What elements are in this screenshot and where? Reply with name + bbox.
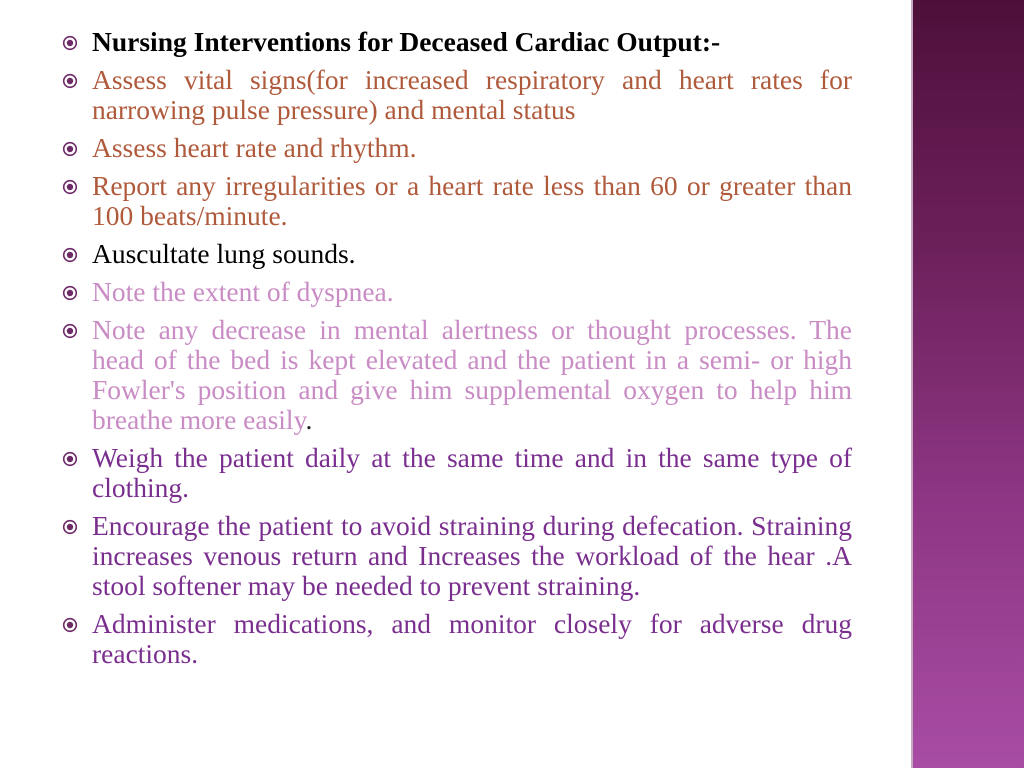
bullet-item xyxy=(60,27,852,57)
bullet-text: Weigh the patient daily at the same time and in the same type of clothing. xyxy=(92,442,852,503)
bullet-text: Encourage the patient to avoid straining during defecation. Straining increases venous return and Increases the workload of the hear .A stool softener may be needed to prevent straining. xyxy=(92,510,852,601)
bullet-text: Note the extent of dyspnea. xyxy=(92,276,394,307)
bullet-item xyxy=(60,277,852,307)
bullet-item xyxy=(60,65,852,125)
circle-bullet-icon xyxy=(62,285,78,301)
bullet-text: Note any decrease in mental alertness or thought processes. The head of the bed is kept elevated and the patient in a semi- or high Fowler's position and give him supplemental oxygen to help him breathe more easily xyxy=(92,314,852,435)
circle-bullet-icon xyxy=(62,323,78,339)
circle-bullet-icon xyxy=(62,141,78,157)
bullet-trailing-punctuation: . xyxy=(305,404,313,435)
bullet-item xyxy=(60,609,852,669)
bullet-text: Report any irregularities or a heart rate less than 60 or greater than 100 beats/minute. xyxy=(92,170,852,231)
circle-bullet-icon xyxy=(62,519,78,535)
bullet-text: Administer medications, and monitor closely for adverse drug reactions. xyxy=(92,608,852,669)
decorative-side-bar xyxy=(911,0,1024,768)
bullet-item xyxy=(60,443,852,503)
bullet-text: Nursing Interventions for Deceased Cardiac Output:- xyxy=(92,26,721,57)
bullet-text: Assess vital signs(for increased respiratory and heart rates for narrowing pulse pressure) and mental status xyxy=(92,64,852,125)
circle-bullet-icon xyxy=(62,73,78,89)
bullet-list xyxy=(60,27,852,669)
circle-bullet-icon xyxy=(62,617,78,633)
bullet-item xyxy=(60,171,852,231)
bullet-item xyxy=(60,133,852,163)
bullet-item xyxy=(60,511,852,601)
slide-content xyxy=(60,27,852,677)
bullet-item xyxy=(60,239,852,269)
circle-bullet-icon xyxy=(62,179,78,195)
circle-bullet-icon xyxy=(62,35,78,51)
bullet-item xyxy=(60,315,852,435)
circle-bullet-icon xyxy=(62,247,78,263)
circle-bullet-icon xyxy=(62,451,78,467)
bullet-text: Auscultate lung sounds. xyxy=(92,238,356,269)
bullet-text: Assess heart rate and rhythm. xyxy=(92,132,417,163)
